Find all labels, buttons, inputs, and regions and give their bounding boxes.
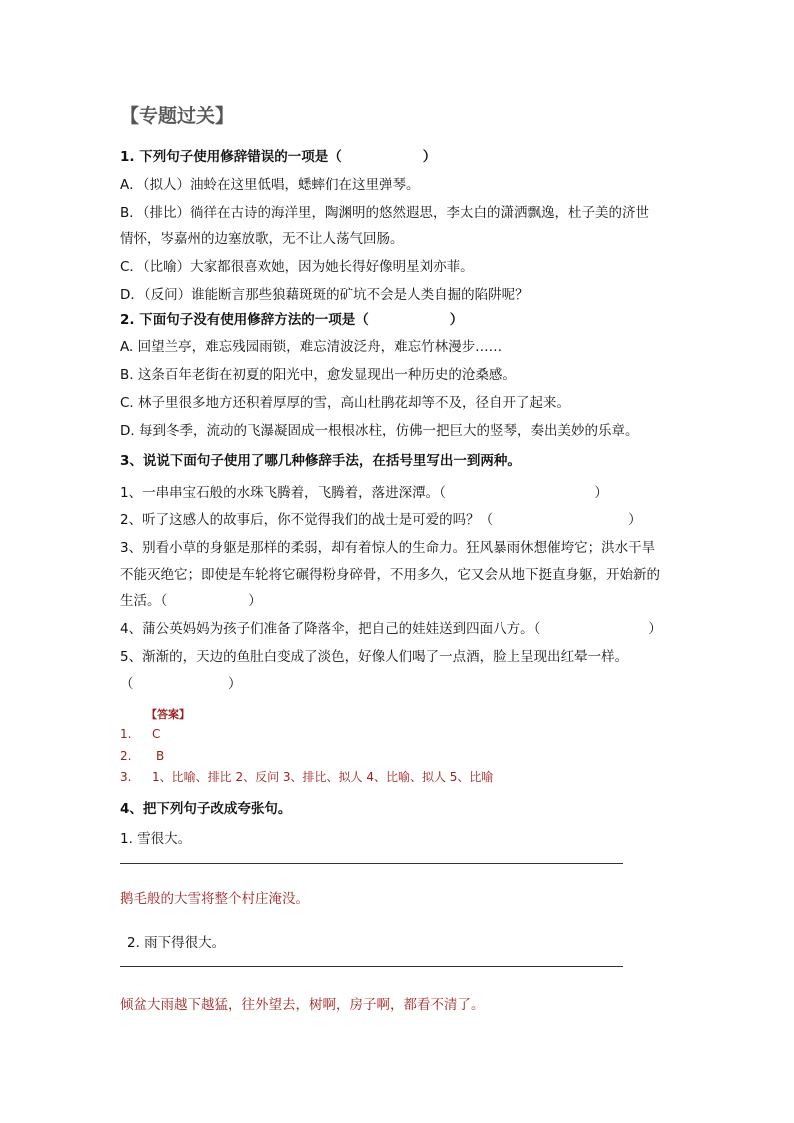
page-title: 【专题过关】 [120, 105, 235, 127]
answer-row-2-num: 2. [120, 749, 132, 763]
answer-row-1-num: 1. [120, 727, 132, 741]
q3-item-4: 4、蒲公英妈妈为孩子们准备了降落伞，把自己的娃娃送到四面八方。（ ） [120, 621, 662, 637]
q2-option-a: A. 回望兰亭，难忘残园雨锁，难忘清波泛舟，难忘竹林漫步…… [120, 339, 503, 355]
q3-item-3-end: 生活。（ ） [120, 593, 262, 609]
q2-option-d: D. 每到冬季，流动的飞瀑凝固成一根根冰柱，仿佛一把巨大的竖琴，奏出美妙的乐章。 [120, 423, 639, 439]
q3-item-2: 2、听了这感人的故事后，你不觉得我们的战士是可爱的吗？（ ） [120, 512, 642, 528]
answer-row-2-text: B [156, 749, 165, 763]
answer-row-3-num: 3. [120, 770, 132, 784]
q1-option-a: A．（拟人）油蛉在这里低唱，蟋蟀们在这里弹琴。 [120, 177, 420, 193]
q4-sub2-answer: 倾盆大雨越下越猛，往外望去，树啊，房子啊，都看不清了。 [120, 997, 485, 1013]
answer-header: 【答案】 [146, 708, 190, 721]
q1-option-b-cont: 情怀，岑嘉州的边塞放歌，无不让人荡气回肠。 [120, 231, 404, 247]
q4-sub1-answer: 鹅毛般的大雪将整个村庄淹没。 [120, 891, 309, 907]
q4-sub2-answer-line [120, 966, 623, 967]
q3-item-5-blank: （ ） [120, 676, 242, 692]
answer-row-1-text: C [152, 727, 161, 741]
q1-option-b: B．（排比）徜徉在古诗的海洋里，陶渊明的悠然遐思，李太白的潇洒飘逸，杜子美的济世 [120, 205, 650, 221]
q4-sub1-prompt: 1. 雪很大。 [120, 831, 192, 847]
q3-item-3: 3、别看小草的身躯是那样的柔弱，却有着惊人的生命力。狂风暴雨休想催垮它；洪水干旱 [120, 540, 656, 556]
q2-option-b: B. 这条百年老街在初夏的阳光中，愈发显现出一种历史的沧桑感。 [120, 367, 516, 383]
q4-sub1-answer-line [120, 863, 623, 864]
q2-stem: 2. 下面句子没有使用修辞方法的一项是（ ） [120, 312, 464, 328]
answer-row-3-text: 1、比喻、排比 2、反问 3、排比、拟人 4、比喻、拟人 5、比喻 [152, 770, 494, 784]
q4-sub2-prompt: 2. 雨下得很大。 [127, 935, 226, 951]
q3-item-5: 5、渐渐的，天边的鱼肚白变成了淡色，好像人们喝了一点酒，脸上呈现出红晕一样。 [120, 649, 629, 665]
q3-item-3-cont: 不能灭绝它；即使是车轮将它碾得粉身碎骨，不用多久，它又会从地下挺直身躯，开始新的 [120, 567, 660, 583]
q1-stem: 1. 下列句子使用修辞错误的一项是（ ） [120, 149, 437, 165]
q3-stem: 3、说说下面句子使用了哪几种修辞手法，在括号里写出一到两种。 [120, 453, 521, 469]
q1-option-c: C．（比喻）大家都很喜欢她，因为她长得好像明星刘亦菲。 [120, 259, 474, 275]
q2-option-c: C. 林子里很多地方还积着厚厚的雪，高山杜鹃花却等不及，径自开了起来。 [120, 395, 571, 411]
q4-stem: 4、把下列句子改成夸张句。 [120, 801, 292, 817]
q1-option-d: D．（反问）谁能断言那些狼藉斑斑的矿坑不会是人类自掘的陷阱呢？ [120, 287, 529, 303]
q3-item-1: 1、一串串宝石般的水珠飞腾着，飞腾着，落进深潭。（ ） [120, 485, 608, 501]
